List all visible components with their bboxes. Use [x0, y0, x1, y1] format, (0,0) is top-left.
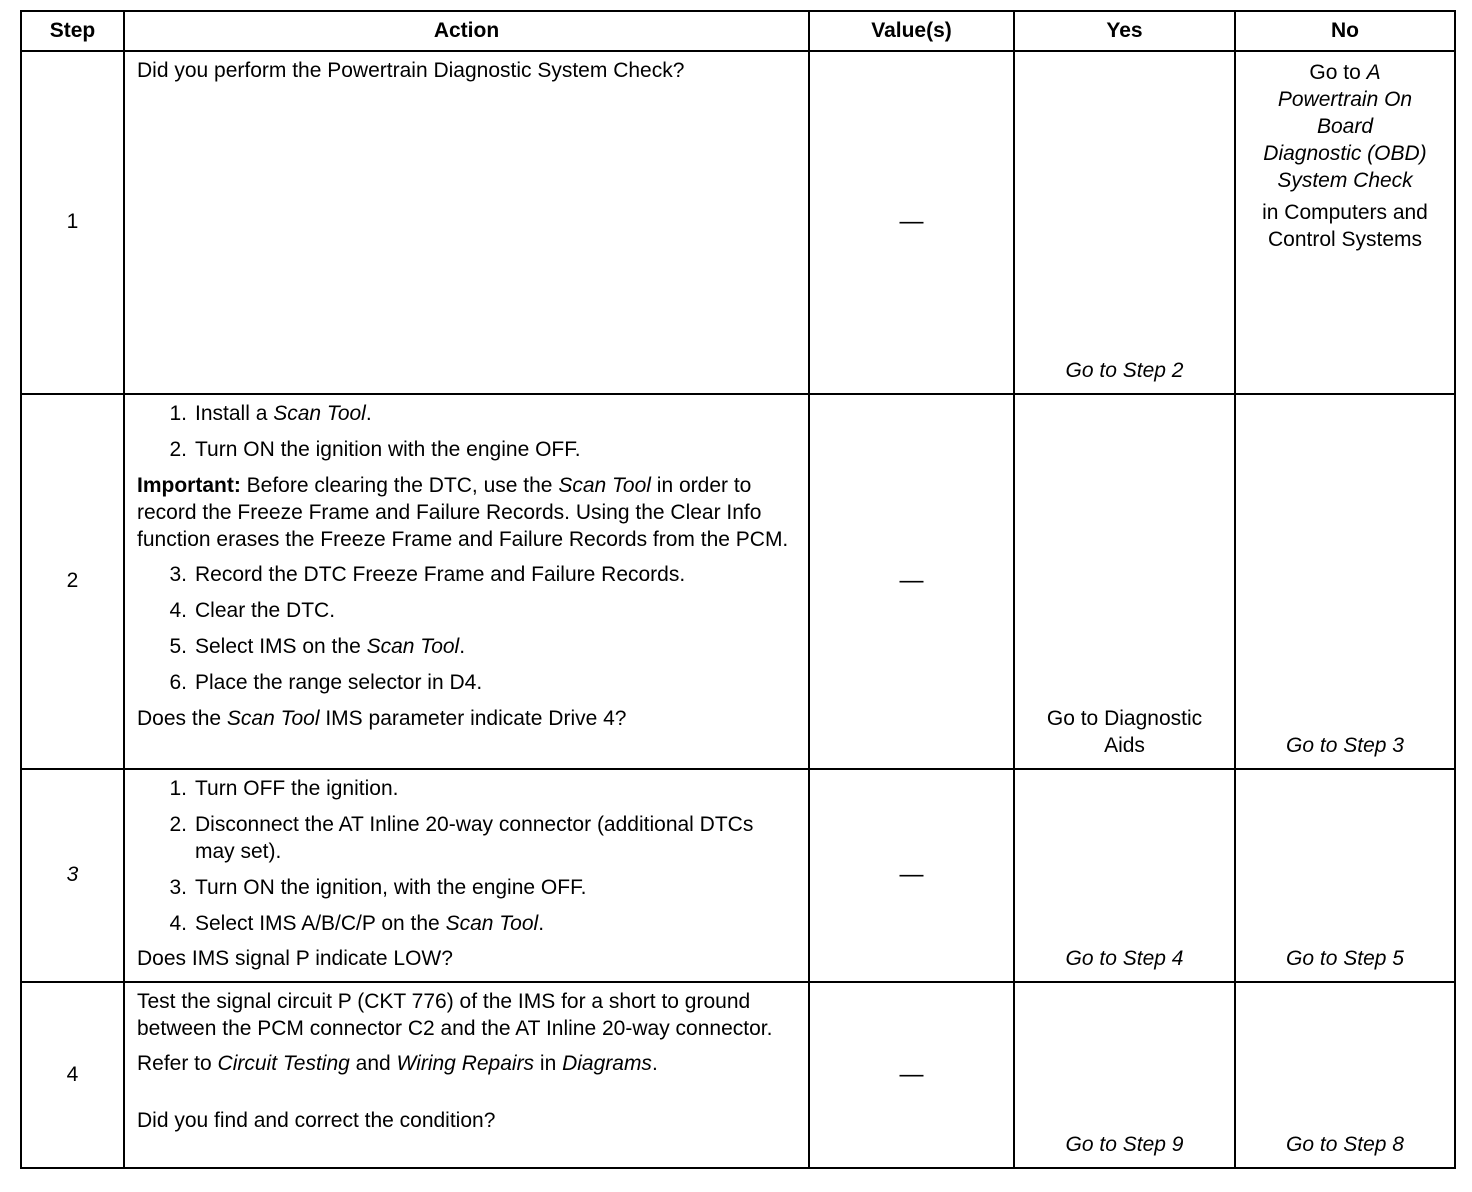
action-cell: [124, 394, 809, 769]
step-text: Select IMS A/B/C/P on the: [195, 911, 446, 935]
no-link[interactable]: Go to Step 3: [1235, 394, 1455, 769]
no-link[interactable]: [1235, 51, 1455, 394]
step-text: Turn ON the ignition with the engine OFF.: [195, 437, 581, 461]
step-num: 3.: [169, 563, 187, 587]
header-action: Action: [124, 11, 809, 51]
header-yes: Yes: [1014, 11, 1235, 51]
step-number: 1: [21, 51, 124, 394]
no-link-prefix: Go to: [1309, 61, 1367, 84]
no-link-line-3[interactable]: Board: [1316, 114, 1374, 138]
step-term: Scan Tool: [366, 635, 460, 659]
action-cell: [124, 982, 809, 1168]
step-text-end: .: [538, 911, 545, 935]
action-question: Does IMS signal P indicate LOW?: [137, 947, 453, 971]
refer-text: [137, 1051, 798, 1078]
refer-diagrams[interactable]: Diagrams: [562, 1052, 652, 1075]
note-text: Before clearing the DTC, use the: [240, 473, 559, 497]
step-text: Select IMS on the: [195, 635, 367, 659]
action-step: [137, 776, 798, 803]
header-step: Step: [21, 11, 124, 51]
refer-and: and: [349, 1052, 397, 1075]
important-label: Important:: [137, 473, 241, 497]
question-text-end: IMS parameter indicate Drive 4?: [319, 706, 627, 730]
action-question: [137, 706, 798, 733]
action-cell: [124, 51, 809, 394]
yes-link[interactable]: Go to Step 4: [1014, 769, 1235, 982]
no-link-title-first[interactable]: A: [1366, 61, 1381, 84]
important-note: [137, 473, 798, 554]
action-cell: [124, 769, 809, 982]
refer-circuit-testing[interactable]: Circuit Testing: [217, 1052, 350, 1075]
step-text-end: .: [365, 402, 372, 425]
action-step: [137, 634, 798, 661]
action-question: Did you perform the Powertrain Diagnostic System Check?: [137, 59, 685, 82]
step-text: Record the DTC Freeze Frame and Failure Records.: [195, 563, 686, 587]
value-cell: —: [809, 394, 1014, 769]
question-text: Does the: [137, 706, 227, 730]
note-term: Scan Tool: [558, 473, 651, 497]
step-text: Turn ON the ignition, with the engine OFF.: [195, 875, 587, 899]
refer-end: .: [651, 1052, 658, 1075]
table-row: [21, 769, 1455, 982]
action-step: [137, 598, 798, 625]
step-num: 2.: [169, 812, 187, 836]
step-number: 2: [21, 394, 124, 769]
header-no: No: [1235, 11, 1455, 51]
step-text: Place the range selector in D4.: [195, 671, 483, 694]
value-cell: —: [809, 769, 1014, 982]
refer-prefix: Refer to: [137, 1052, 218, 1075]
table-row: [21, 51, 1455, 394]
yes-link[interactable]: Go to Step 9: [1014, 982, 1235, 1168]
step-text: Disconnect the AT Inline 20-way connector (additional DTCs may set).: [195, 812, 754, 863]
step-num: 6.: [169, 671, 187, 694]
action-question: Did you find and correct the condition?: [137, 1108, 496, 1132]
no-link[interactable]: Go to Step 5: [1235, 769, 1455, 982]
action-text: Test the signal circuit P (CKT 776) of the IMS for a short to ground between the PCM connector C2 and the AT Inline 20-way connector.: [137, 990, 773, 1041]
yes-link[interactable]: Go to Diagnostic Aids: [1014, 394, 1235, 769]
action-step: [137, 562, 798, 589]
refer-wiring-repairs[interactable]: Wiring Repairs: [396, 1052, 535, 1075]
table-row: [21, 394, 1455, 769]
action-step: [137, 437, 798, 464]
no-link-line-2[interactable]: Powertrain On: [1277, 87, 1413, 111]
action-step: [137, 875, 798, 902]
step-number: 4: [21, 982, 124, 1168]
step-text: Install a: [195, 402, 274, 425]
step-num: 1.: [169, 777, 187, 800]
value-cell: —: [809, 982, 1014, 1168]
value-cell: —: [809, 51, 1014, 394]
step-num: 4.: [169, 911, 187, 935]
step-number: 3: [21, 769, 124, 982]
action-steps-b: [137, 562, 798, 697]
no-link[interactable]: Go to Step 8: [1235, 982, 1455, 1168]
no-link-suffix: in Computers and Control Systems: [1262, 201, 1428, 252]
step-num: 3.: [169, 875, 187, 899]
note-text-end: in order to record the Freeze Frame and Failure Records. Using the Clear Info function erases the Freeze Frame and Failure Records from the PCM.: [137, 473, 789, 551]
refer-in: in: [534, 1052, 563, 1075]
action-steps-a: [137, 401, 798, 464]
step-term: Scan Tool: [445, 911, 539, 935]
no-link-line-4[interactable]: Diagnostic (OBD): [1263, 141, 1427, 165]
step-text-end: .: [459, 635, 466, 659]
step-num: 4.: [169, 599, 187, 623]
no-link-line-5[interactable]: System Check: [1277, 168, 1413, 192]
step-term: Scan Tool: [273, 402, 366, 425]
action-step: [137, 812, 798, 866]
question-term: Scan Tool: [226, 706, 320, 730]
action-step: [137, 401, 798, 428]
diagnostic-table: [20, 10, 1456, 1169]
step-num: 1.: [169, 402, 187, 425]
step-num: 5.: [169, 635, 187, 659]
step-text: Turn OFF the ignition.: [195, 777, 399, 800]
action-steps: [137, 776, 798, 937]
yes-link[interactable]: Go to Step 2: [1014, 51, 1235, 394]
action-step: [137, 911, 798, 938]
action-step: [137, 670, 798, 697]
step-num: 2.: [169, 437, 187, 461]
table-row: [21, 982, 1455, 1168]
header-values: Value(s): [809, 11, 1014, 51]
header-row: [21, 11, 1455, 51]
step-text: Clear the DTC.: [195, 599, 336, 623]
